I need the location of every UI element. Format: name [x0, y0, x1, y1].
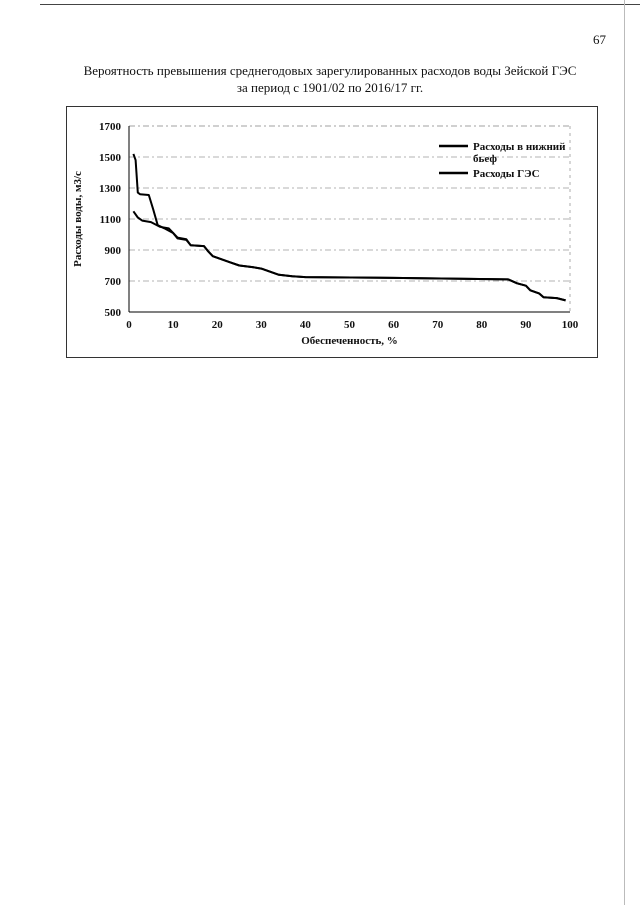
y-tick-label: 1700	[99, 121, 121, 133]
legend	[439, 141, 568, 180]
x-axis-title: Обеспеченность, %	[301, 335, 398, 347]
legend-label-tailwater: Расходы в нижний бьеф	[473, 141, 566, 165]
x-tick-label: 20	[211, 319, 223, 331]
x-tick-label: 10	[167, 319, 179, 331]
y-axis-title: Расходы воды, м3/с	[72, 171, 84, 267]
x-tick-label: 50	[344, 319, 355, 331]
y-tick-label: 900	[104, 245, 121, 257]
page-number: 67	[593, 32, 606, 47]
grid	[129, 126, 570, 312]
y-tick-label: 1100	[99, 214, 121, 226]
y-tick-label: 1300	[99, 183, 121, 195]
x-tick-label: 60	[388, 319, 400, 331]
line-chart	[67, 107, 599, 359]
x-tick-label: 40	[299, 319, 311, 331]
legend-label-hpp: Расходы ГЭС	[473, 168, 540, 180]
chart-frame	[66, 106, 598, 358]
y-tick-label: 500	[104, 307, 121, 319]
series-line-hpp	[133, 211, 565, 300]
page-edge-top	[40, 4, 640, 5]
x-tick-label: 70	[432, 319, 444, 331]
x-tick-label: 100	[561, 319, 579, 331]
chart-title-line1: Вероятность превышения среднегодовых зарегулированных расходов воды Зейской ГЭС	[83, 63, 577, 78]
x-tick-label: 0	[126, 319, 132, 331]
chart-title	[40, 62, 620, 96]
x-tick-label: 90	[520, 319, 532, 331]
chart-title-line2: за период с 1901/02 по 2016/17 гг.	[236, 80, 424, 95]
y-tick-label: 700	[104, 276, 121, 288]
page-edge-right	[624, 0, 625, 905]
x-tick-label: 80	[476, 319, 488, 331]
y-tick-label: 1500	[99, 152, 121, 164]
x-tick-label: 30	[255, 319, 267, 331]
